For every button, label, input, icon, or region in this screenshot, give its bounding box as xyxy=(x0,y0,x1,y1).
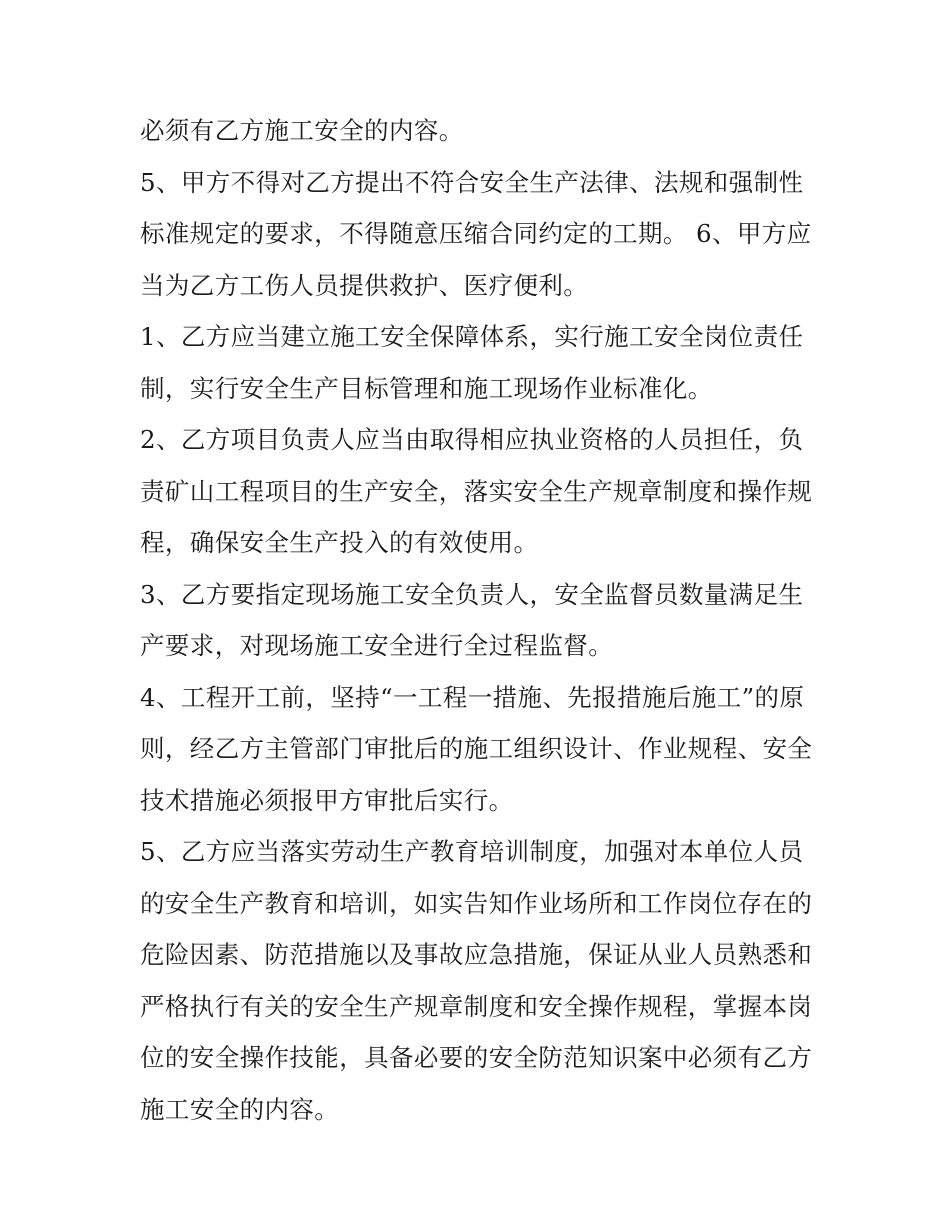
text-line: 4、工程开工前，坚持“一工程一措施、先报措施后施工”的原 xyxy=(140,682,805,712)
text-line: 则，经乙方主管部门审批后的施工组织设计、作业规程、安全 xyxy=(140,734,813,763)
text-line: 3、乙方要指定现场施工安全负责人，安全监督员数量满足生 xyxy=(140,579,804,609)
text-line: 5、乙方应当落实劳动生产教育培训制度，加强对本单位人员 xyxy=(140,837,804,866)
text-line: 的安全生产教育和培训，如实告知作业场所和工作岗位存在的 xyxy=(140,888,813,918)
text-line: 5、甲方不得对乙方提出不符合安全生产法律、法规和强制性 xyxy=(140,167,804,197)
text-line: 产要求，对现场施工安全进行全过程监督。 xyxy=(140,631,614,660)
text-line: 1、乙方应当建立施工安全保障体系，实行施工安全岗位责任 xyxy=(140,322,804,351)
text-line: 严格执行有关的安全生产规章制度和安全操作规程，掌握本岗 xyxy=(140,991,813,1021)
text-line: 程，确保安全生产投入的有效使用。 xyxy=(140,528,539,557)
text-line: 制，实行安全生产目标管理和施工现场作业标准化。 xyxy=(140,373,713,403)
text-line: 责矿山工程项目的生产安全，落实安全生产规章制度和操作规 xyxy=(140,476,813,506)
text-line: 施工安全的内容。 xyxy=(140,1094,340,1124)
text-line: 位的安全操作技能，具备必要的安全防范知识案中必须有乙方 xyxy=(140,1043,813,1072)
document-body xyxy=(140,105,820,1135)
text-line: 当为乙方工伤人员提供救护、医疗便利。 xyxy=(140,270,589,300)
text-line: 必须有乙方施工安全的内容。 xyxy=(140,116,464,145)
text-line: 危险因素、防范措施以及事故应急措施，保证从业人员熟悉和 xyxy=(140,940,813,969)
text-line: 2、乙方项目负责人应当由取得相应执业资格的人员担任，负 xyxy=(140,425,804,454)
text-line: 标准规定的要求，不得随意压缩合同约定的工期。 6、甲方应 xyxy=(140,219,812,248)
text-line: 技术措施必须报甲方审批后实行。 xyxy=(140,785,514,815)
